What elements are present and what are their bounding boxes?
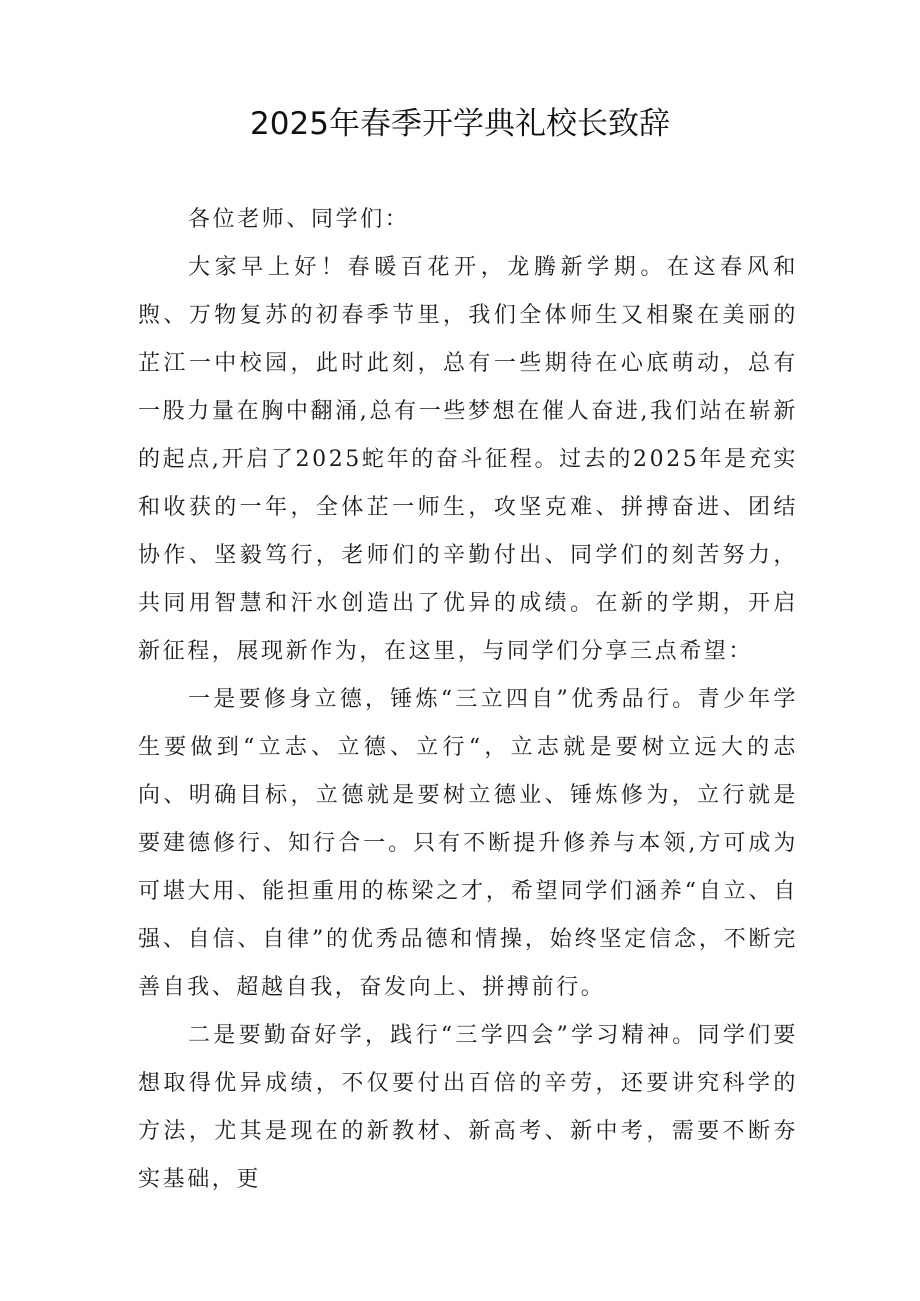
document-body [138,196,798,1204]
paragraph-hope-two: 二是要勤奋好学，践行“三学四会”学习精神。同学们要想取得优异成绩，不仅要付出百倍的辛劳，还要讲究科学的方法，尤其是现在的新教材、新高考、新中考，需要不断夯实基础，更 [138,1023,798,1192]
salutation: 各位老师、同学们： [188,207,410,232]
paragraph-opening: 大家早上好！春暖百花开，龙腾新学期。在这春风和煦、万物复苏的初春季节里，我们全体师生又相聚在美丽的芷江一中校园，此时此刻，总有一些期待在心底萌动，总有一股力量在胸中翻涌,总有一些梦想在催人奋进,我们站在崭新的起点,开启了2025蛇年的奋斗征程。过去的2025年是充实和收获的一年，全体芷一师生，攻坚克难、拼搏奋进、团结协作、坚毅笃行，老师们的辛勤付出、同学们的刻苦努力，共同用智慧和汗水创造出了优异的成绩。在新的学期，开启新征程，展现新作为，在这里，与同学们分享三点希望： [138,255,798,664]
document-title: 2025年春季开学典礼校长致辞 [250,106,670,142]
paragraph-hope-one: 一是要修身立德，锤炼“三立四自”优秀品行。青少年学生要做到“立志、立德、立行“，立志就是要树立远大的志向、明确目标，立德就是要树立德业、锤炼修为，立行就是要建德修行、知行合一。只有不断提升修养与本领,方可成为可堪大用、能担重用的栋梁之才，希望同学们涵养“自立、自强、自信、自律”的优秀品德和情操，始终坚定信念，不断完善自我、超越自我，奋发向上、拼搏前行。 [138,687,798,1000]
